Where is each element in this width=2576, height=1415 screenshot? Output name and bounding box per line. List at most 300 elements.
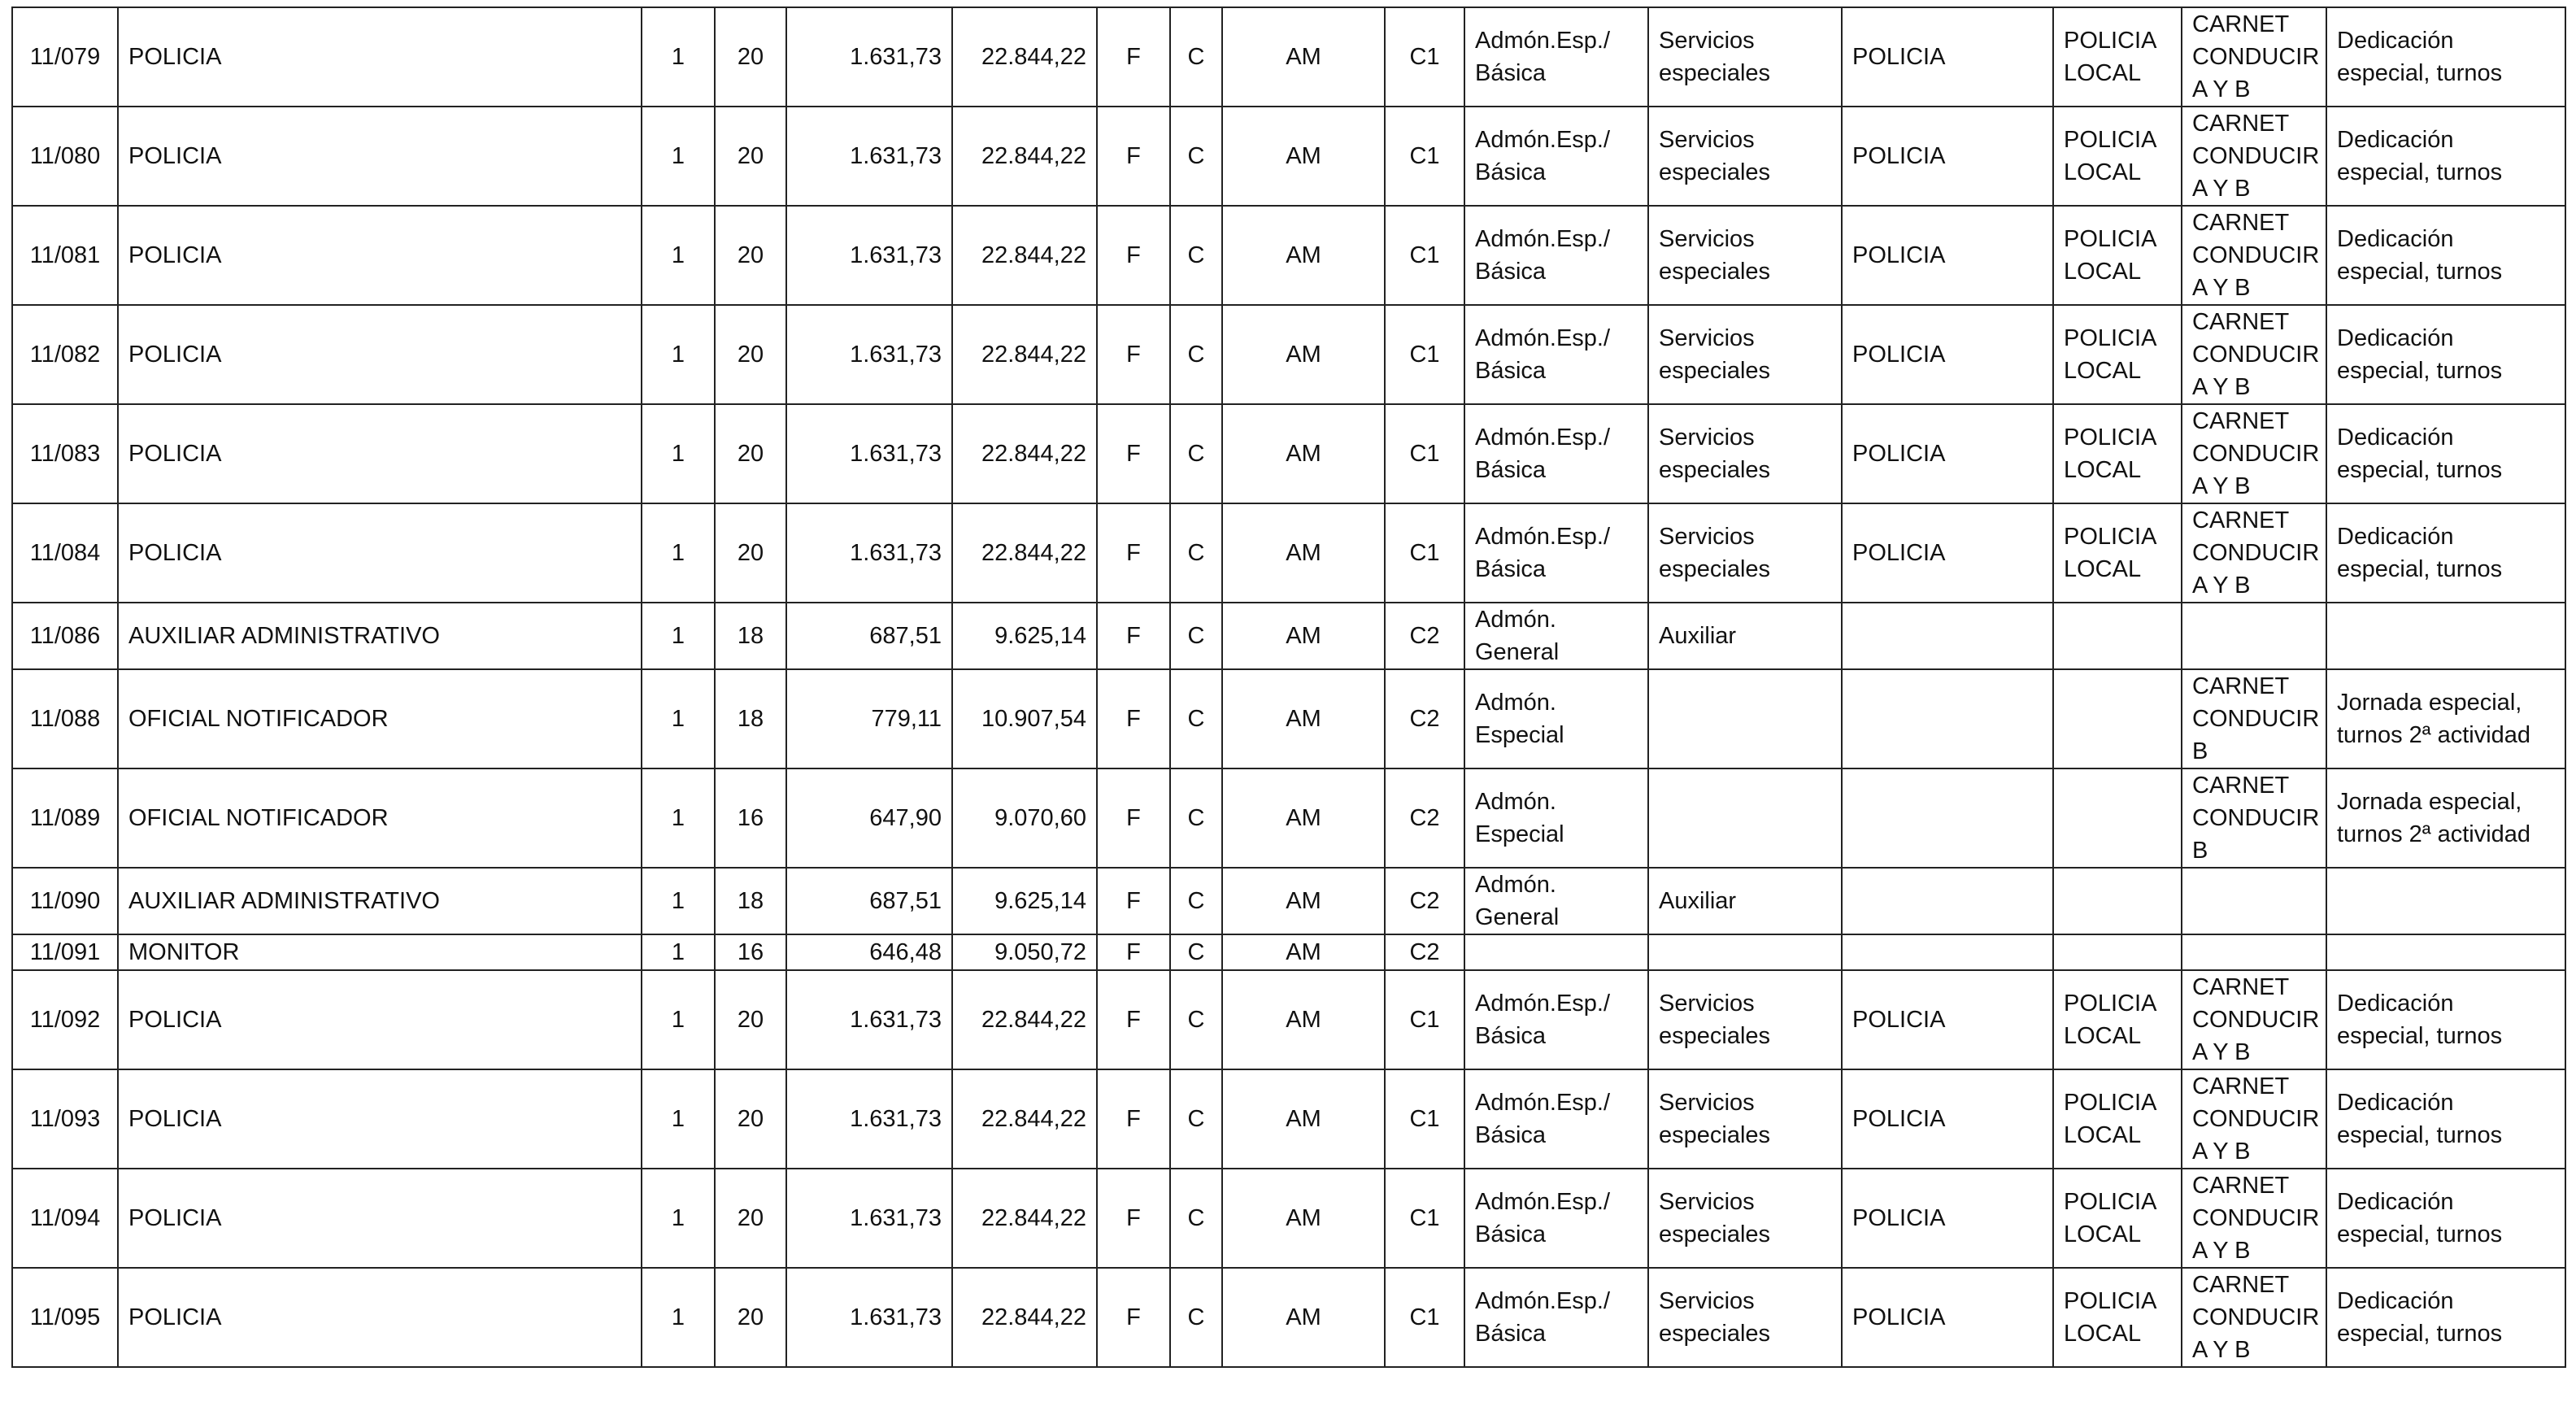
subscale-cell-line: Servicios <box>1659 1189 1755 1215</box>
denomination-cell: AUXILIAR ADMINISTRATIVO <box>118 603 642 669</box>
category-cell-line: POLICIA <box>2064 28 2157 54</box>
requirement-cell-line: CONDUCIR <box>2192 441 2320 467</box>
remarks-cell <box>2326 404 2565 503</box>
scale-cell <box>1464 107 1648 206</box>
annual-amount-cell: 22.844,22 <box>952 404 1097 503</box>
requirement-cell-line: A Y B <box>2192 1139 2251 1165</box>
class-cell: POLICIA <box>1842 1069 2053 1169</box>
type-cell: F <box>1097 1069 1170 1169</box>
level-cell: 20 <box>715 1268 786 1367</box>
subscale-cell <box>1648 305 1842 404</box>
type-cell: F <box>1097 404 1170 503</box>
scale-cell <box>1464 970 1648 1069</box>
monthly-amount-cell: 779,11 <box>786 669 952 768</box>
code-cell: 11/082 <box>12 305 118 404</box>
subscale-cell-line: Servicios <box>1659 1090 1755 1116</box>
requirement-cell <box>2182 206 2326 305</box>
level-cell: 20 <box>715 1069 786 1169</box>
remarks-cell <box>2326 206 2565 305</box>
scale-cell <box>1464 206 1648 305</box>
type-cell: F <box>1097 503 1170 603</box>
positions-table <box>11 7 2566 1368</box>
group-cell: C2 <box>1385 603 1464 669</box>
requirement-cell <box>2182 768 2326 868</box>
regime-cell: C <box>1170 768 1222 868</box>
remarks-cell <box>2326 868 2565 934</box>
subscale-cell-line: especiales <box>1659 159 1771 185</box>
monthly-amount-cell: 1.631,73 <box>786 1169 952 1268</box>
category-cell-line: POLICIA <box>2064 990 2157 1017</box>
monthly-amount-cell: 1.631,73 <box>786 1268 952 1367</box>
remarks-cell <box>2326 603 2565 669</box>
remarks-cell-line: especial, turnos <box>2337 259 2503 285</box>
regime-cell: C <box>1170 868 1222 934</box>
requirement-cell <box>2182 107 2326 206</box>
requirement-cell-line: A Y B <box>2192 1039 2251 1065</box>
regime-cell: C <box>1170 7 1222 107</box>
scale-cell-line: Admón.Esp./ <box>1475 1189 1611 1215</box>
category-cell <box>2053 768 2182 868</box>
remarks-cell <box>2326 934 2565 970</box>
code-cell: 11/092 <box>12 970 118 1069</box>
regime-cell: C <box>1170 603 1222 669</box>
subscale-cell-line: especiales <box>1659 1122 1771 1148</box>
subscale-cell-line: especiales <box>1659 358 1771 384</box>
annual-amount-cell: 22.844,22 <box>952 503 1097 603</box>
category-cell <box>2053 1169 2182 1268</box>
remarks-cell <box>2326 1069 2565 1169</box>
subscale-cell-line: especiales <box>1659 1221 1771 1247</box>
category-cell <box>2053 669 2182 768</box>
type-cell: F <box>1097 7 1170 107</box>
group-cell: C1 <box>1385 404 1464 503</box>
scale-cell <box>1464 1169 1648 1268</box>
scale-cell-line: Admón. <box>1475 872 1556 898</box>
category-cell <box>2053 404 2182 503</box>
denomination-cell: OFICIAL NOTIFICADOR <box>118 669 642 768</box>
regime-cell: C <box>1170 503 1222 603</box>
scale-cell <box>1464 7 1648 107</box>
regime-cell: C <box>1170 1268 1222 1367</box>
level-cell: 18 <box>715 669 786 768</box>
subscale-cell <box>1648 669 1842 768</box>
class-cell <box>1842 934 2053 970</box>
provision-form-cell: AM <box>1222 669 1385 768</box>
subscale-cell <box>1648 934 1842 970</box>
requirement-cell-line: A Y B <box>2192 1337 2251 1363</box>
remarks-cell <box>2326 1169 2565 1268</box>
level-cell: 18 <box>715 868 786 934</box>
denomination-cell: MONITOR <box>118 934 642 970</box>
remarks-cell-line: especial, turnos <box>2337 159 2503 185</box>
count-cell: 1 <box>642 503 715 603</box>
count-cell: 1 <box>642 206 715 305</box>
code-cell: 11/090 <box>12 868 118 934</box>
type-cell: F <box>1097 206 1170 305</box>
subscale-cell-line: Servicios <box>1659 28 1755 54</box>
scale-cell-line: Admón.Esp./ <box>1475 226 1611 252</box>
remarks-cell <box>2326 669 2565 768</box>
requirement-cell-line: CONDUCIR <box>2192 1205 2320 1231</box>
denomination-cell: POLICIA <box>118 1069 642 1169</box>
remarks-cell-line: especial, turnos <box>2337 358 2503 384</box>
scale-cell <box>1464 1069 1648 1169</box>
type-cell: F <box>1097 1268 1170 1367</box>
requirement-cell-line: CARNET <box>2192 1073 2290 1099</box>
scale-cell-line: Especial <box>1475 722 1564 748</box>
denomination-cell: POLICIA <box>118 970 642 1069</box>
class-cell: POLICIA <box>1842 404 2053 503</box>
category-cell-line: LOCAL <box>2064 1321 2142 1347</box>
scale-cell-line: Admón.Esp./ <box>1475 990 1611 1017</box>
subscale-cell <box>1648 1268 1842 1367</box>
class-cell: POLICIA <box>1842 1169 2053 1268</box>
table-row <box>12 934 2565 970</box>
category-cell <box>2053 1069 2182 1169</box>
remarks-cell-line: especial, turnos <box>2337 60 2503 86</box>
type-cell: F <box>1097 868 1170 934</box>
subscale-cell <box>1648 868 1842 934</box>
remarks-cell-line: especial, turnos <box>2337 1122 2503 1148</box>
count-cell: 1 <box>642 1268 715 1367</box>
count-cell: 1 <box>642 603 715 669</box>
monthly-amount-cell: 1.631,73 <box>786 206 952 305</box>
category-cell-line: POLICIA <box>2064 1189 2157 1215</box>
table-row <box>12 206 2565 305</box>
provision-form-cell: AM <box>1222 7 1385 107</box>
type-cell: F <box>1097 1169 1170 1268</box>
scale-cell-line: Básica <box>1475 60 1547 86</box>
level-cell: 20 <box>715 206 786 305</box>
monthly-amount-cell: 1.631,73 <box>786 7 952 107</box>
requirement-cell <box>2182 603 2326 669</box>
class-cell: POLICIA <box>1842 206 2053 305</box>
category-cell-line: POLICIA <box>2064 226 2157 252</box>
scale-cell-line: Admón. <box>1475 690 1556 716</box>
scale-cell-line: Básica <box>1475 1221 1547 1247</box>
table-row <box>12 603 2565 669</box>
table-row <box>12 1268 2565 1367</box>
subscale-cell <box>1648 206 1842 305</box>
remarks-cell-line: Dedicación <box>2337 226 2454 252</box>
subscale-cell-line: Servicios <box>1659 127 1755 153</box>
class-cell: POLICIA <box>1842 305 2053 404</box>
requirement-cell <box>2182 404 2326 503</box>
table-row <box>12 669 2565 768</box>
category-cell-line: POLICIA <box>2064 524 2157 550</box>
subscale-cell <box>1648 970 1842 1069</box>
category-cell <box>2053 970 2182 1069</box>
subscale-cell-line: Servicios <box>1659 524 1755 550</box>
group-cell: C2 <box>1385 768 1464 868</box>
category-cell <box>2053 107 2182 206</box>
regime-cell: C <box>1170 970 1222 1069</box>
positions-sheet <box>11 7 2565 1368</box>
requirement-cell-line: CONDUCIR <box>2192 1007 2320 1033</box>
provision-form-cell: AM <box>1222 1169 1385 1268</box>
scale-cell <box>1464 768 1648 868</box>
requirement-cell-line: A Y B <box>2192 374 2251 400</box>
category-cell-line: POLICIA <box>2064 127 2157 153</box>
code-cell: 11/088 <box>12 669 118 768</box>
scale-cell <box>1464 868 1648 934</box>
code-cell: 11/093 <box>12 1069 118 1169</box>
requirement-cell-line: CONDUCIR <box>2192 540 2320 566</box>
requirement-cell <box>2182 1268 2326 1367</box>
subscale-cell-line: Auxiliar <box>1659 888 1737 914</box>
subscale-cell <box>1648 404 1842 503</box>
level-cell: 20 <box>715 1169 786 1268</box>
category-cell <box>2053 603 2182 669</box>
code-cell: 11/080 <box>12 107 118 206</box>
subscale-cell-line: Servicios <box>1659 1288 1755 1314</box>
category-cell-line: LOCAL <box>2064 259 2142 285</box>
remarks-cell <box>2326 107 2565 206</box>
table-row <box>12 970 2565 1069</box>
group-cell: C2 <box>1385 934 1464 970</box>
type-cell: F <box>1097 107 1170 206</box>
scale-cell-line: Admón.Esp./ <box>1475 1090 1611 1116</box>
scale-cell-line: Admón.Esp./ <box>1475 325 1611 351</box>
requirement-cell-line: CONDUCIR <box>2192 242 2320 268</box>
group-cell: C1 <box>1385 7 1464 107</box>
remarks-cell-line: Jornada especial, <box>2337 690 2522 716</box>
regime-cell: C <box>1170 934 1222 970</box>
provision-form-cell: AM <box>1222 970 1385 1069</box>
level-cell: 16 <box>715 768 786 868</box>
code-cell: 11/081 <box>12 206 118 305</box>
level-cell: 20 <box>715 7 786 107</box>
annual-amount-cell: 22.844,22 <box>952 1268 1097 1367</box>
requirement-cell-line: A Y B <box>2192 1238 2251 1264</box>
table-row <box>12 868 2565 934</box>
level-cell: 20 <box>715 404 786 503</box>
regime-cell: C <box>1170 669 1222 768</box>
remarks-cell-line: Dedicación <box>2337 990 2454 1017</box>
code-cell: 11/095 <box>12 1268 118 1367</box>
code-cell: 11/084 <box>12 503 118 603</box>
scale-cell-line: Admón.Esp./ <box>1475 524 1611 550</box>
category-cell-line: POLICIA <box>2064 325 2157 351</box>
count-cell: 1 <box>642 107 715 206</box>
category-cell-line: LOCAL <box>2064 1023 2142 1049</box>
category-cell-line: POLICIA <box>2064 424 2157 451</box>
annual-amount-cell: 22.844,22 <box>952 1169 1097 1268</box>
scale-cell-line: Básica <box>1475 1321 1547 1347</box>
provision-form-cell: AM <box>1222 868 1385 934</box>
category-cell-line: LOCAL <box>2064 556 2142 582</box>
remarks-cell-line: Dedicación <box>2337 127 2454 153</box>
monthly-amount-cell: 1.631,73 <box>786 107 952 206</box>
requirement-cell-line: CARNET <box>2192 974 2290 1000</box>
scale-cell-line: Básica <box>1475 1023 1547 1049</box>
denomination-cell: POLICIA <box>118 305 642 404</box>
table-row <box>12 305 2565 404</box>
regime-cell: C <box>1170 1069 1222 1169</box>
annual-amount-cell: 9.625,14 <box>952 603 1097 669</box>
code-cell: 11/086 <box>12 603 118 669</box>
type-cell: F <box>1097 934 1170 970</box>
code-cell: 11/079 <box>12 7 118 107</box>
requirement-cell-line: CARNET <box>2192 507 2290 533</box>
requirement-cell-line: CARNET <box>2192 309 2290 335</box>
subscale-cell-line: Auxiliar <box>1659 623 1737 649</box>
provision-form-cell: AM <box>1222 934 1385 970</box>
class-cell: POLICIA <box>1842 7 2053 107</box>
requirement-cell-line: CARNET <box>2192 408 2290 434</box>
scale-cell-line: Admón. <box>1475 789 1556 815</box>
provision-form-cell: AM <box>1222 107 1385 206</box>
category-cell <box>2053 503 2182 603</box>
group-cell: C1 <box>1385 206 1464 305</box>
annual-amount-cell: 10.907,54 <box>952 669 1097 768</box>
annual-amount-cell: 9.625,14 <box>952 868 1097 934</box>
remarks-cell <box>2326 1268 2565 1367</box>
category-cell-line: POLICIA <box>2064 1288 2157 1314</box>
requirement-cell-line: CONDUCIR <box>2192 143 2320 169</box>
category-cell-line: LOCAL <box>2064 60 2142 86</box>
subscale-cell-line: especiales <box>1659 259 1771 285</box>
remarks-cell-line: especial, turnos <box>2337 556 2503 582</box>
level-cell: 18 <box>715 603 786 669</box>
group-cell: C1 <box>1385 970 1464 1069</box>
scale-cell <box>1464 305 1648 404</box>
scale-cell-line: General <box>1475 904 1560 930</box>
denomination-cell: POLICIA <box>118 206 642 305</box>
subscale-cell <box>1648 107 1842 206</box>
level-cell: 20 <box>715 970 786 1069</box>
remarks-cell <box>2326 305 2565 404</box>
requirement-cell <box>2182 7 2326 107</box>
scale-cell-line: Básica <box>1475 358 1547 384</box>
code-cell: 11/083 <box>12 404 118 503</box>
count-cell: 1 <box>642 7 715 107</box>
scale-cell-line: Admón.Esp./ <box>1475 28 1611 54</box>
regime-cell: C <box>1170 404 1222 503</box>
monthly-amount-cell: 687,51 <box>786 868 952 934</box>
level-cell: 20 <box>715 107 786 206</box>
category-cell <box>2053 7 2182 107</box>
monthly-amount-cell: 646,48 <box>786 934 952 970</box>
type-cell: F <box>1097 603 1170 669</box>
monthly-amount-cell: 687,51 <box>786 603 952 669</box>
remarks-cell <box>2326 7 2565 107</box>
type-cell: F <box>1097 768 1170 868</box>
remarks-cell-line: Dedicación <box>2337 28 2454 54</box>
denomination-cell: AUXILIAR ADMINISTRATIVO <box>118 868 642 934</box>
group-cell: C1 <box>1385 1268 1464 1367</box>
table-row <box>12 768 2565 868</box>
table-row <box>12 503 2565 603</box>
subscale-cell-line: especiales <box>1659 457 1771 483</box>
code-cell: 11/089 <box>12 768 118 868</box>
requirement-cell-line: A Y B <box>2192 176 2251 202</box>
category-cell-line: LOCAL <box>2064 159 2142 185</box>
scale-cell <box>1464 503 1648 603</box>
category-cell <box>2053 868 2182 934</box>
provision-form-cell: AM <box>1222 503 1385 603</box>
subscale-cell <box>1648 503 1842 603</box>
remarks-cell <box>2326 503 2565 603</box>
monthly-amount-cell: 1.631,73 <box>786 970 952 1069</box>
requirement-cell <box>2182 934 2326 970</box>
class-cell: POLICIA <box>1842 107 2053 206</box>
requirement-cell-line: CARNET <box>2192 673 2290 699</box>
monthly-amount-cell: 647,90 <box>786 768 952 868</box>
requirement-cell-line: CONDUCIR <box>2192 805 2320 831</box>
annual-amount-cell: 9.050,72 <box>952 934 1097 970</box>
provision-form-cell: AM <box>1222 206 1385 305</box>
scale-cell-line: Admón.Esp./ <box>1475 424 1611 451</box>
remarks-cell-line: Dedicación <box>2337 325 2454 351</box>
category-cell <box>2053 206 2182 305</box>
scale-cell-line: Admón. <box>1475 607 1556 633</box>
requirement-cell-line: CONDUCIR <box>2192 1106 2320 1132</box>
provision-form-cell: AM <box>1222 305 1385 404</box>
requirement-cell-line: CARNET <box>2192 1272 2290 1298</box>
provision-form-cell: AM <box>1222 1268 1385 1367</box>
class-cell: POLICIA <box>1842 970 2053 1069</box>
scale-cell-line: Básica <box>1475 159 1547 185</box>
table-row <box>12 107 2565 206</box>
remarks-cell-line: Dedicación <box>2337 1189 2454 1215</box>
scale-cell-line: Admón.Esp./ <box>1475 127 1611 153</box>
level-cell: 20 <box>715 503 786 603</box>
count-cell: 1 <box>642 1069 715 1169</box>
requirement-cell-line: CARNET <box>2192 11 2290 37</box>
count-cell: 1 <box>642 970 715 1069</box>
subscale-cell-line: especiales <box>1659 1321 1771 1347</box>
class-cell <box>1842 768 2053 868</box>
monthly-amount-cell: 1.631,73 <box>786 1069 952 1169</box>
annual-amount-cell: 9.070,60 <box>952 768 1097 868</box>
annual-amount-cell: 22.844,22 <box>952 7 1097 107</box>
annual-amount-cell: 22.844,22 <box>952 970 1097 1069</box>
category-cell <box>2053 934 2182 970</box>
group-cell: C1 <box>1385 1169 1464 1268</box>
requirement-cell-line: CONDUCIR <box>2192 706 2320 732</box>
class-cell <box>1842 603 2053 669</box>
remarks-cell-line: Dedicación <box>2337 1090 2454 1116</box>
type-cell: F <box>1097 669 1170 768</box>
count-cell: 1 <box>642 1169 715 1268</box>
requirement-cell-line: B <box>2192 738 2208 764</box>
remarks-cell-line: Dedicación <box>2337 524 2454 550</box>
denomination-cell: POLICIA <box>118 503 642 603</box>
provision-form-cell: AM <box>1222 603 1385 669</box>
class-cell: POLICIA <box>1842 1268 2053 1367</box>
subscale-cell-line: Servicios <box>1659 990 1755 1017</box>
subscale-cell <box>1648 768 1842 868</box>
monthly-amount-cell: 1.631,73 <box>786 305 952 404</box>
requirement-cell-line: A Y B <box>2192 76 2251 102</box>
remarks-cell-line: Jornada especial, <box>2337 789 2522 815</box>
requirement-cell-line: A Y B <box>2192 473 2251 499</box>
requirement-cell-line: CARNET <box>2192 111 2290 137</box>
table-row <box>12 7 2565 107</box>
group-cell: C1 <box>1385 107 1464 206</box>
regime-cell: C <box>1170 107 1222 206</box>
scale-cell-line: Especial <box>1475 821 1564 847</box>
remarks-cell-line: turnos 2ª actividad <box>2337 821 2531 847</box>
scale-cell <box>1464 1268 1648 1367</box>
scale-cell-line: Básica <box>1475 1122 1547 1148</box>
remarks-cell-line: especial, turnos <box>2337 457 2503 483</box>
scale-cell <box>1464 603 1648 669</box>
requirement-cell-line: CARNET <box>2192 210 2290 236</box>
scale-cell <box>1464 934 1648 970</box>
group-cell: C2 <box>1385 868 1464 934</box>
